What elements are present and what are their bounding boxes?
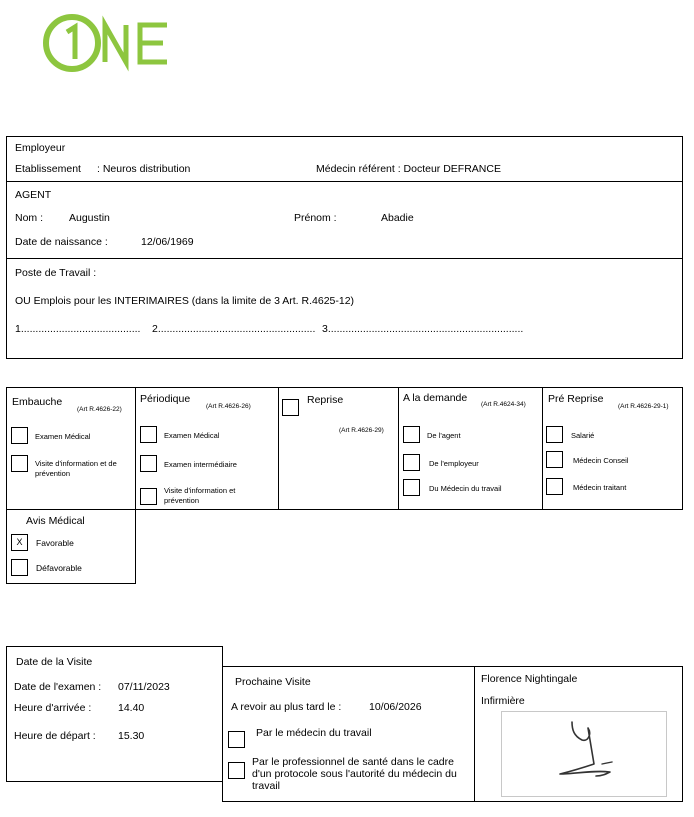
favorable-checkbox[interactable]: X bbox=[11, 534, 28, 551]
pre-reprise-salarie-checkbox[interactable] bbox=[546, 426, 563, 443]
par-professionnel-checkbox[interactable] bbox=[228, 762, 245, 779]
nom-label: Nom : bbox=[15, 212, 44, 224]
revoir-value: 10/06/2026 bbox=[369, 701, 422, 713]
embauche-visite-label: Visite d'information et de prévention bbox=[35, 459, 117, 478]
demande-medecin-checkbox[interactable] bbox=[403, 479, 420, 496]
periodique-intermediaire-label: Examen intermédiaire bbox=[164, 460, 237, 469]
pre-reprise-art: (Art R.4626-29-1) bbox=[618, 403, 669, 410]
embauche-art: (Art R.4626-22) bbox=[77, 406, 122, 413]
visite-heading: Date de la Visite bbox=[16, 656, 93, 668]
demande-medecin-label: Du Médecin du travail bbox=[429, 484, 502, 493]
periodique-title: Périodique bbox=[140, 393, 191, 405]
depart-value: 15.30 bbox=[118, 730, 145, 742]
exam-date-label: Date de l'examen : bbox=[14, 681, 102, 693]
medecin-referent: Médecin référent : Docteur DEFRANCE bbox=[316, 163, 501, 175]
par-professionnel-label: Par le professionnel de santé dans le cadre d'un protocole sous l'autorité du médecin du travail bbox=[252, 756, 457, 792]
revoir-label: A revoir au plus tard le : bbox=[231, 701, 342, 713]
reprise-checkbox[interactable] bbox=[282, 399, 299, 416]
poste-line-1: 1......................................... bbox=[15, 323, 141, 335]
pre-reprise-conseil-checkbox[interactable] bbox=[546, 451, 563, 468]
prochaine-heading: Prochaine Visite bbox=[235, 676, 311, 688]
pre-reprise-traitant-checkbox[interactable] bbox=[546, 478, 563, 495]
par-medecin-checkbox[interactable] bbox=[228, 731, 245, 748]
poste-line-2: 2...................................................... bbox=[152, 323, 316, 335]
reprise-art: (Art R.4626-29) bbox=[339, 427, 384, 434]
embauche-examen-label: Examen Médical bbox=[35, 432, 91, 441]
pre-reprise-conseil-label: Médecin Conseil bbox=[573, 456, 629, 465]
defavorable-label: Défavorable bbox=[36, 563, 82, 573]
signer-role: Infirmière bbox=[481, 695, 525, 707]
pre-reprise-traitant-label: Médecin traitant bbox=[573, 483, 627, 492]
pre-reprise-salarie-label: Salarié bbox=[571, 431, 595, 440]
exam-date-value: 07/11/2023 bbox=[118, 681, 170, 693]
embauche-examen-checkbox[interactable] bbox=[11, 427, 28, 444]
signer-name: Florence Nightingale bbox=[481, 673, 578, 685]
logo-icon bbox=[40, 12, 175, 74]
periodique-examen-checkbox[interactable] bbox=[140, 426, 157, 443]
periodique-visite-checkbox[interactable] bbox=[140, 488, 157, 505]
interim-text: OU Emplois pour les INTERIMAIRES (dans la limite de 3 Art. R.4625-12) bbox=[15, 295, 355, 307]
avis-title: Avis Médical bbox=[26, 515, 85, 527]
etab-value: : Neuros distribution bbox=[97, 163, 191, 175]
embauche-title: Embauche bbox=[12, 396, 63, 408]
demande-art: (Art R.4624-34) bbox=[481, 401, 526, 408]
nom-value: Augustin bbox=[69, 212, 110, 224]
arrivee-label: Heure d'arrivée : bbox=[14, 702, 92, 714]
demande-employeur-checkbox[interactable] bbox=[403, 454, 420, 471]
pre-reprise-title: Pré Reprise bbox=[548, 393, 604, 405]
demande-employeur-label: De l'employeur bbox=[429, 459, 479, 468]
depart-label: Heure de départ : bbox=[14, 730, 96, 742]
agent-heading: AGENT bbox=[15, 189, 52, 201]
demande-title: A la demande bbox=[403, 392, 468, 404]
prenom-label: Prénom : bbox=[294, 212, 337, 224]
periodique-examen-label: Examen Médical bbox=[164, 431, 220, 440]
favorable-label: Favorable bbox=[36, 538, 74, 548]
par-medecin-label: Par le médecin du travail bbox=[256, 727, 372, 739]
logo bbox=[40, 12, 175, 74]
defavorable-checkbox[interactable] bbox=[11, 559, 28, 576]
embauche-visite-checkbox[interactable] bbox=[11, 455, 28, 472]
reprise-title: Reprise bbox=[307, 394, 344, 406]
poste-heading: Poste de Travail : bbox=[15, 267, 97, 279]
arrivee-value: 14.40 bbox=[118, 702, 145, 714]
periodique-intermediaire-checkbox[interactable] bbox=[140, 455, 157, 472]
poste-line-3: 3................................................................... bbox=[322, 323, 524, 335]
employer-heading: Employeur bbox=[15, 142, 66, 154]
prenom-value: Abadie bbox=[381, 212, 414, 224]
dob-value: 12/06/1969 bbox=[141, 236, 194, 248]
signature-box bbox=[501, 711, 667, 797]
signature-icon bbox=[502, 712, 666, 796]
demande-agent-checkbox[interactable] bbox=[403, 426, 420, 443]
demande-agent-label: De l'agent bbox=[427, 431, 461, 440]
periodique-visite-label: Visite d'information et prévention bbox=[164, 486, 236, 505]
dob-label: Date de naissance : bbox=[15, 236, 108, 248]
periodique-art: (Art R.4626-26) bbox=[206, 403, 251, 410]
etab-label: Etablissement bbox=[15, 163, 81, 175]
